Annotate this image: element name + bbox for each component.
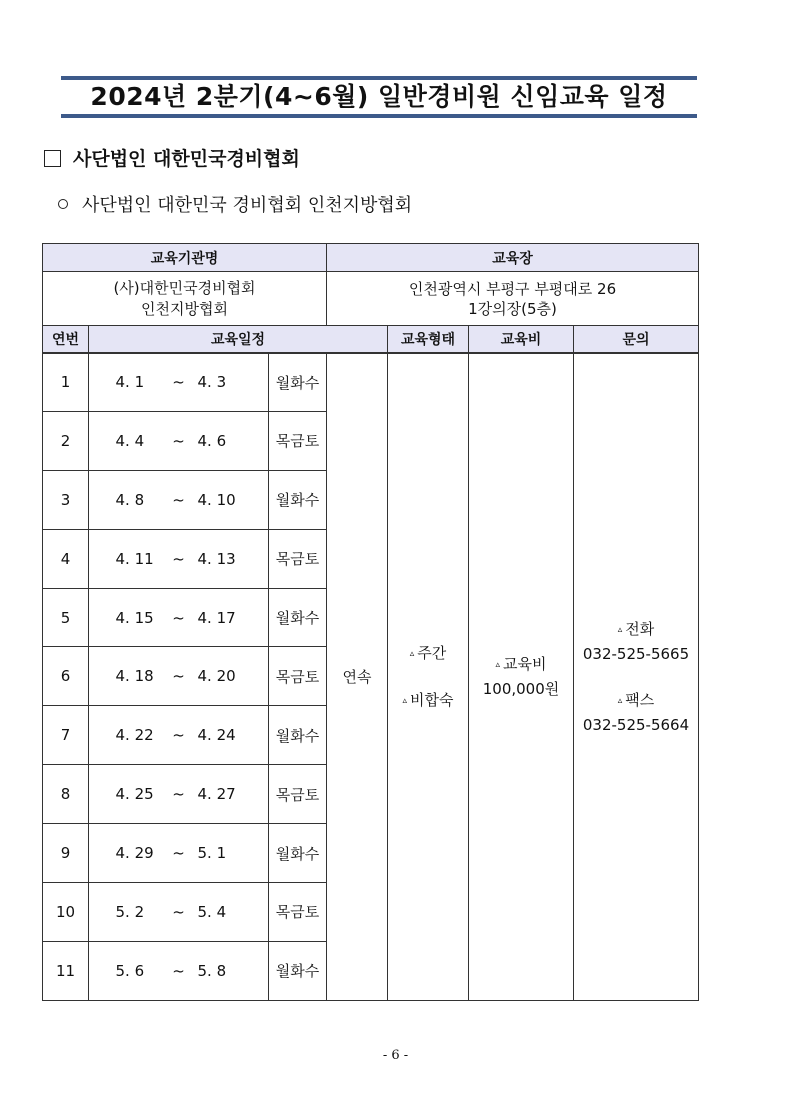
fax-number: 032-525-5664 [582,715,690,734]
institution-header: 교육기관명 [43,244,327,272]
tilde-separator: ~ [172,431,185,450]
tilde-separator: ~ [172,373,185,392]
tilde-separator: ~ [172,844,185,863]
page-number: - 6 - [382,1048,409,1063]
date-range [89,824,269,883]
date-range [89,647,269,706]
institution-row [43,272,699,326]
weekdays: 월화수 [269,470,327,529]
row-number: 7 [43,706,89,765]
start-date: 4. 1 [115,373,145,392]
start-date: 5. 2 [115,902,145,921]
fee-label: 교육비 [503,655,547,674]
start-date: 4. 22 [115,726,154,745]
fee-header: 교육비 [469,326,574,353]
contact-info [574,353,699,1001]
start-date: 4. 15 [115,608,154,627]
weekdays: 월화수 [269,588,327,647]
date-range [89,588,269,647]
end-date: 4. 13 [197,549,236,568]
date-range [89,353,269,412]
date-range [89,765,269,824]
no-header: 연번 [43,326,89,353]
end-date: 5. 8 [197,961,227,980]
row-number: 11 [43,941,89,1000]
weekdays: 월화수 [269,353,327,412]
end-date: 4. 17 [197,608,236,627]
course-type [388,353,469,1001]
institution-line-1: (사)대한민국경비협회 [113,278,256,297]
weekdays: 월화수 [269,706,327,765]
contact-header: 문의 [574,326,699,353]
weekdays: 목금토 [269,529,327,588]
end-date: 4. 24 [197,726,236,745]
tilde-separator: ~ [172,490,185,509]
start-date: 4. 25 [115,785,154,804]
row-number: 1 [43,353,89,412]
start-date: 4. 29 [115,844,154,863]
weekdays: 목금토 [269,765,327,824]
start-date: 4. 11 [115,549,154,568]
schedule-header: 교육일정 [89,326,388,353]
triangle-bullet-icon: ▵ [495,660,501,671]
date-range [89,529,269,588]
date-range [89,941,269,1000]
section-heading-text: 사단법인 대한민국경비협회 [73,148,300,170]
venue-address [327,272,699,326]
weekdays: 목금토 [269,647,327,706]
venue-header: 교육장 [327,244,699,272]
checkbox-square-icon [44,150,61,167]
end-date: 5. 1 [197,844,227,863]
end-date: 4. 20 [197,667,236,686]
type-line-2: 비합숙 [410,690,454,709]
triangle-bullet-icon: ▵ [402,695,408,706]
row-number: 8 [43,765,89,824]
row-number: 6 [43,647,89,706]
type-line-1: 주간 [417,643,447,662]
tilde-separator: ~ [172,902,185,921]
weekdays: 목금토 [269,411,327,470]
tilde-separator: ~ [172,549,185,568]
venue-line-1: 인천광역시 부평구 부평대로 26 [408,279,617,298]
tilde-separator: ~ [172,608,185,627]
tilde-separator: ~ [172,667,185,686]
title-rule-bottom [61,114,697,118]
weekdays: 목금토 [269,883,327,942]
phone-number: 032-525-5665 [582,644,690,663]
phone-label: 전화 [625,619,655,638]
start-date: 4. 8 [115,490,145,509]
schedule-table [42,243,699,1001]
course-fee [469,353,574,1001]
venue-line-2: 1강의장(5층) [468,299,557,318]
triangle-bullet-icon: ▵ [617,695,623,706]
type-header: 교육형태 [388,326,469,353]
end-date: 4. 10 [197,490,236,509]
row-number: 2 [43,411,89,470]
row-number: 5 [43,588,89,647]
tilde-separator: ~ [172,961,185,980]
date-range [89,411,269,470]
page-title: 2024년 2분기(4~6월) 일반경비원 신임교육 일정 [90,82,668,111]
table-row [43,353,699,412]
subsection-heading [58,193,412,219]
row-number: 3 [43,470,89,529]
tilde-separator: ~ [172,785,185,804]
tilde-separator: ~ [172,726,185,745]
schedule-header-row [43,326,699,353]
weekdays: 월화수 [269,824,327,883]
date-range [89,706,269,765]
triangle-bullet-icon: ▵ [617,624,623,635]
institution-header-row [43,244,699,272]
weekdays: 월화수 [269,941,327,1000]
course-mode: 연속 [327,353,388,1001]
fee-amount: 100,000원 [482,680,560,699]
end-date: 4. 6 [197,431,227,450]
row-number: 10 [43,883,89,942]
row-number: 9 [43,824,89,883]
start-date: 5. 6 [115,961,145,980]
start-date: 4. 4 [115,431,145,450]
end-date: 5. 4 [197,902,227,921]
circle-bullet-icon [58,199,68,209]
section-heading [44,146,300,172]
date-range [89,470,269,529]
start-date: 4. 18 [115,667,154,686]
institution-name [43,272,327,326]
triangle-bullet-icon: ▵ [409,648,415,659]
institution-line-2: 인천지방협회 [141,299,228,318]
end-date: 4. 3 [197,373,227,392]
row-number: 4 [43,529,89,588]
end-date: 4. 27 [197,785,236,804]
date-range [89,883,269,942]
subsection-heading-text: 사단법인 대한민국 경비협회 인천지방협회 [82,195,413,216]
fax-label: 팩스 [625,690,655,709]
